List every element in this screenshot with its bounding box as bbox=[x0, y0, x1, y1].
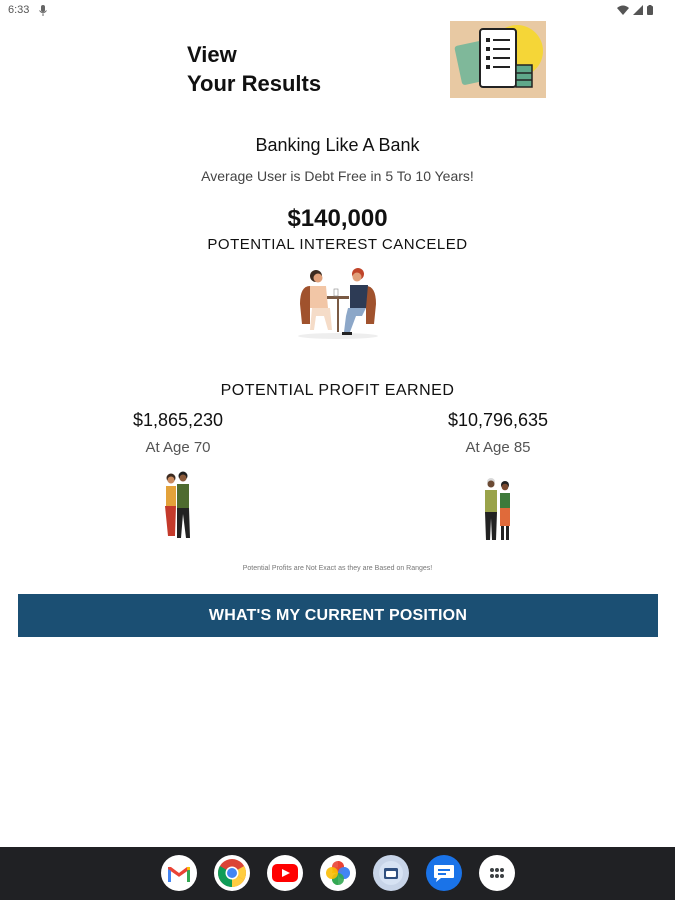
signal-icon bbox=[633, 5, 643, 15]
profit-heading: POTENTIAL PROFIT EARNED bbox=[220, 382, 455, 399]
elderly-couple-illustration bbox=[480, 476, 516, 542]
status-icons bbox=[617, 5, 653, 15]
disclaimer: Potential Profits are Not Exact as they are Based on Ranges! bbox=[242, 565, 433, 572]
results-document-illustration bbox=[450, 21, 546, 98]
dock-apps bbox=[0, 855, 675, 891]
subtitle: Banking Like A Bank bbox=[255, 135, 420, 155]
chrome-icon[interactable] bbox=[214, 855, 250, 891]
youtube-icon[interactable] bbox=[267, 855, 303, 891]
app-drawer-icon[interactable] bbox=[479, 855, 515, 891]
mic-icon bbox=[38, 5, 48, 17]
page-title-line2: Your Results bbox=[187, 71, 322, 96]
profit-age70 bbox=[78, 410, 278, 456]
profit-age-label: At Age 70 bbox=[145, 439, 211, 456]
photos-icon[interactable] bbox=[320, 855, 356, 891]
battery-icon bbox=[647, 5, 653, 15]
tagline: Average User is Debt Free in 5 To 10 Years! bbox=[201, 168, 474, 184]
profit-value: $10,796,635 bbox=[447, 410, 549, 430]
files-icon[interactable] bbox=[373, 855, 409, 891]
couple-at-table-illustration bbox=[296, 264, 380, 340]
profit-value: $1,865,230 bbox=[132, 410, 224, 430]
status-time: 6:33 bbox=[8, 4, 30, 16]
interest-amount: $140,000 bbox=[287, 205, 388, 232]
page-title bbox=[187, 40, 321, 98]
current-position-button[interactable]: WHAT'S MY CURRENT POSITION bbox=[18, 594, 658, 637]
interest-label: POTENTIAL INTEREST CANCELED bbox=[207, 236, 468, 253]
profit-age85 bbox=[398, 410, 598, 456]
gmail-icon[interactable] bbox=[161, 855, 197, 891]
profit-age-label: At Age 85 bbox=[465, 439, 531, 456]
couple-standing-illustration bbox=[158, 470, 198, 542]
messages-icon[interactable] bbox=[426, 855, 462, 891]
page-title-line1: View bbox=[187, 42, 237, 67]
wifi-icon bbox=[617, 5, 629, 15]
